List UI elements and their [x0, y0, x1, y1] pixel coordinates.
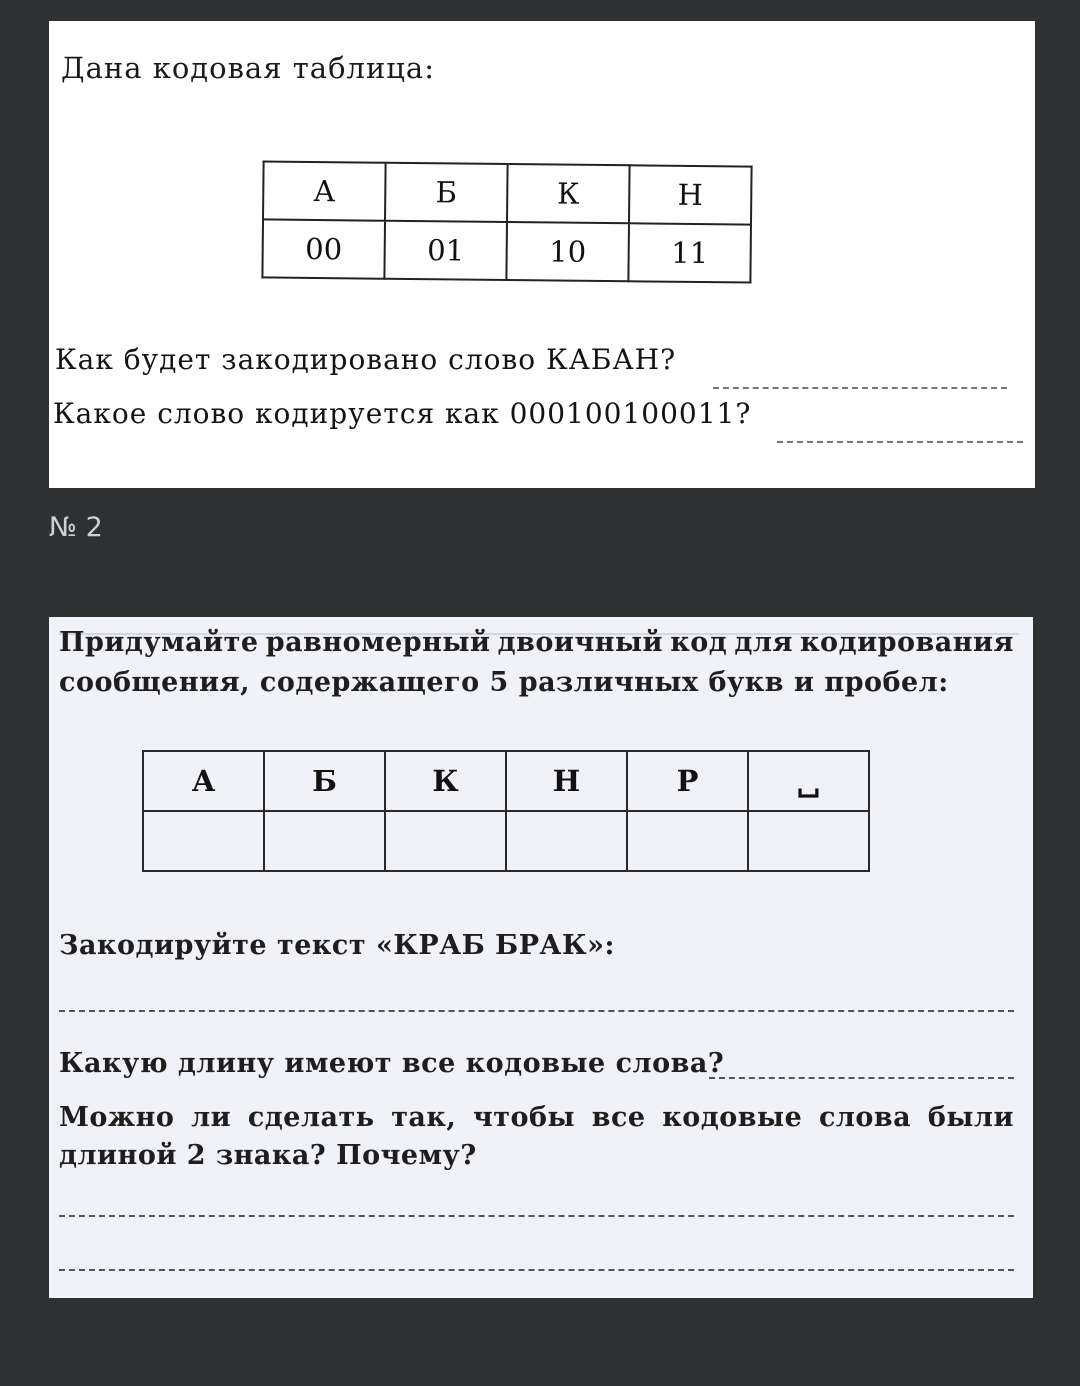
code-table-1-code: 11	[628, 223, 751, 282]
code-table-1-code: 00	[262, 219, 385, 278]
word: кодовые	[662, 1102, 803, 1133]
word: сделать	[247, 1102, 375, 1133]
code-table-2-letter: Б	[264, 751, 385, 811]
code-table-2-code-cell[interactable]	[506, 811, 627, 871]
code-table-1-letter: Б	[385, 163, 508, 222]
word: код	[670, 627, 728, 658]
code-table-2-code-cell[interactable]	[385, 811, 506, 871]
word: кодирования	[800, 627, 1014, 658]
word: равномерный	[265, 627, 491, 658]
encode-task: Закодируйте текст «КРАБ БРАК»:	[59, 930, 615, 961]
word: двоичный	[497, 627, 664, 658]
problem-2-label: № 2	[49, 512, 103, 543]
why-answer-line-2[interactable]	[59, 1269, 1014, 1271]
code-table-2-letters-row	[143, 751, 869, 811]
code-table-1-code: 01	[384, 221, 507, 280]
answer-line-2[interactable]	[777, 441, 1023, 443]
word: Можно	[59, 1102, 175, 1133]
question-encode-kaban: Как будет закодировано слово КАБАН?	[55, 343, 677, 376]
encode-answer-line[interactable]	[59, 1010, 1014, 1012]
length-answer-line[interactable]	[709, 1077, 1014, 1079]
code-table-2	[142, 750, 870, 872]
word: все	[591, 1102, 646, 1133]
code-table-2-letter: К	[385, 751, 506, 811]
question-decode-binary: Какое слово кодируется как 000100100011?	[53, 397, 752, 430]
problem-2-card	[49, 617, 1033, 1298]
code-table-2-code-cell[interactable]	[264, 811, 385, 871]
code-table-2-letter: А	[143, 751, 264, 811]
code-table-1-codes-row	[262, 219, 751, 282]
code-table-1	[261, 160, 752, 283]
code-table-2-letter: Р	[627, 751, 748, 811]
word: Придумайте	[59, 627, 259, 658]
length2-question-line-2: длиной 2 знака? Почему?	[59, 1140, 477, 1171]
code-table-1-letter: А	[263, 161, 386, 220]
length2-question-line-1	[59, 1102, 1014, 1133]
code-table-2-code-cell[interactable]	[627, 811, 748, 871]
code-table-1-code: 10	[506, 222, 629, 281]
word: так,	[391, 1102, 457, 1133]
word: для	[734, 627, 793, 658]
length-question: Какую длину имеют все кодовые слова?	[59, 1048, 725, 1079]
problem-1-card	[49, 21, 1035, 488]
code-table-1-letters-row	[263, 161, 752, 224]
why-answer-line-1[interactable]	[59, 1215, 1014, 1217]
code-table-2-letter: ␣	[748, 751, 869, 811]
answer-line-1[interactable]	[713, 387, 1007, 389]
problem-1-title: Дана кодовая таблица:	[61, 51, 435, 85]
problem-2-intro-line-1	[59, 627, 1014, 658]
problem-2-intro-line-2: сообщения, содержащего 5 различных букв и пробел:	[59, 667, 949, 698]
code-table-2-codes-row[interactable]	[143, 811, 869, 871]
code-table-1-letter: К	[507, 164, 630, 223]
word: ли	[191, 1102, 232, 1133]
code-table-2-code-cell[interactable]	[748, 811, 869, 871]
code-table-2-code-cell[interactable]	[143, 811, 264, 871]
word: были	[927, 1102, 1014, 1133]
code-table-1-letter: Н	[629, 165, 752, 224]
word: слова	[818, 1102, 912, 1133]
code-table-2-letter: Н	[506, 751, 627, 811]
word: чтобы	[472, 1102, 576, 1133]
